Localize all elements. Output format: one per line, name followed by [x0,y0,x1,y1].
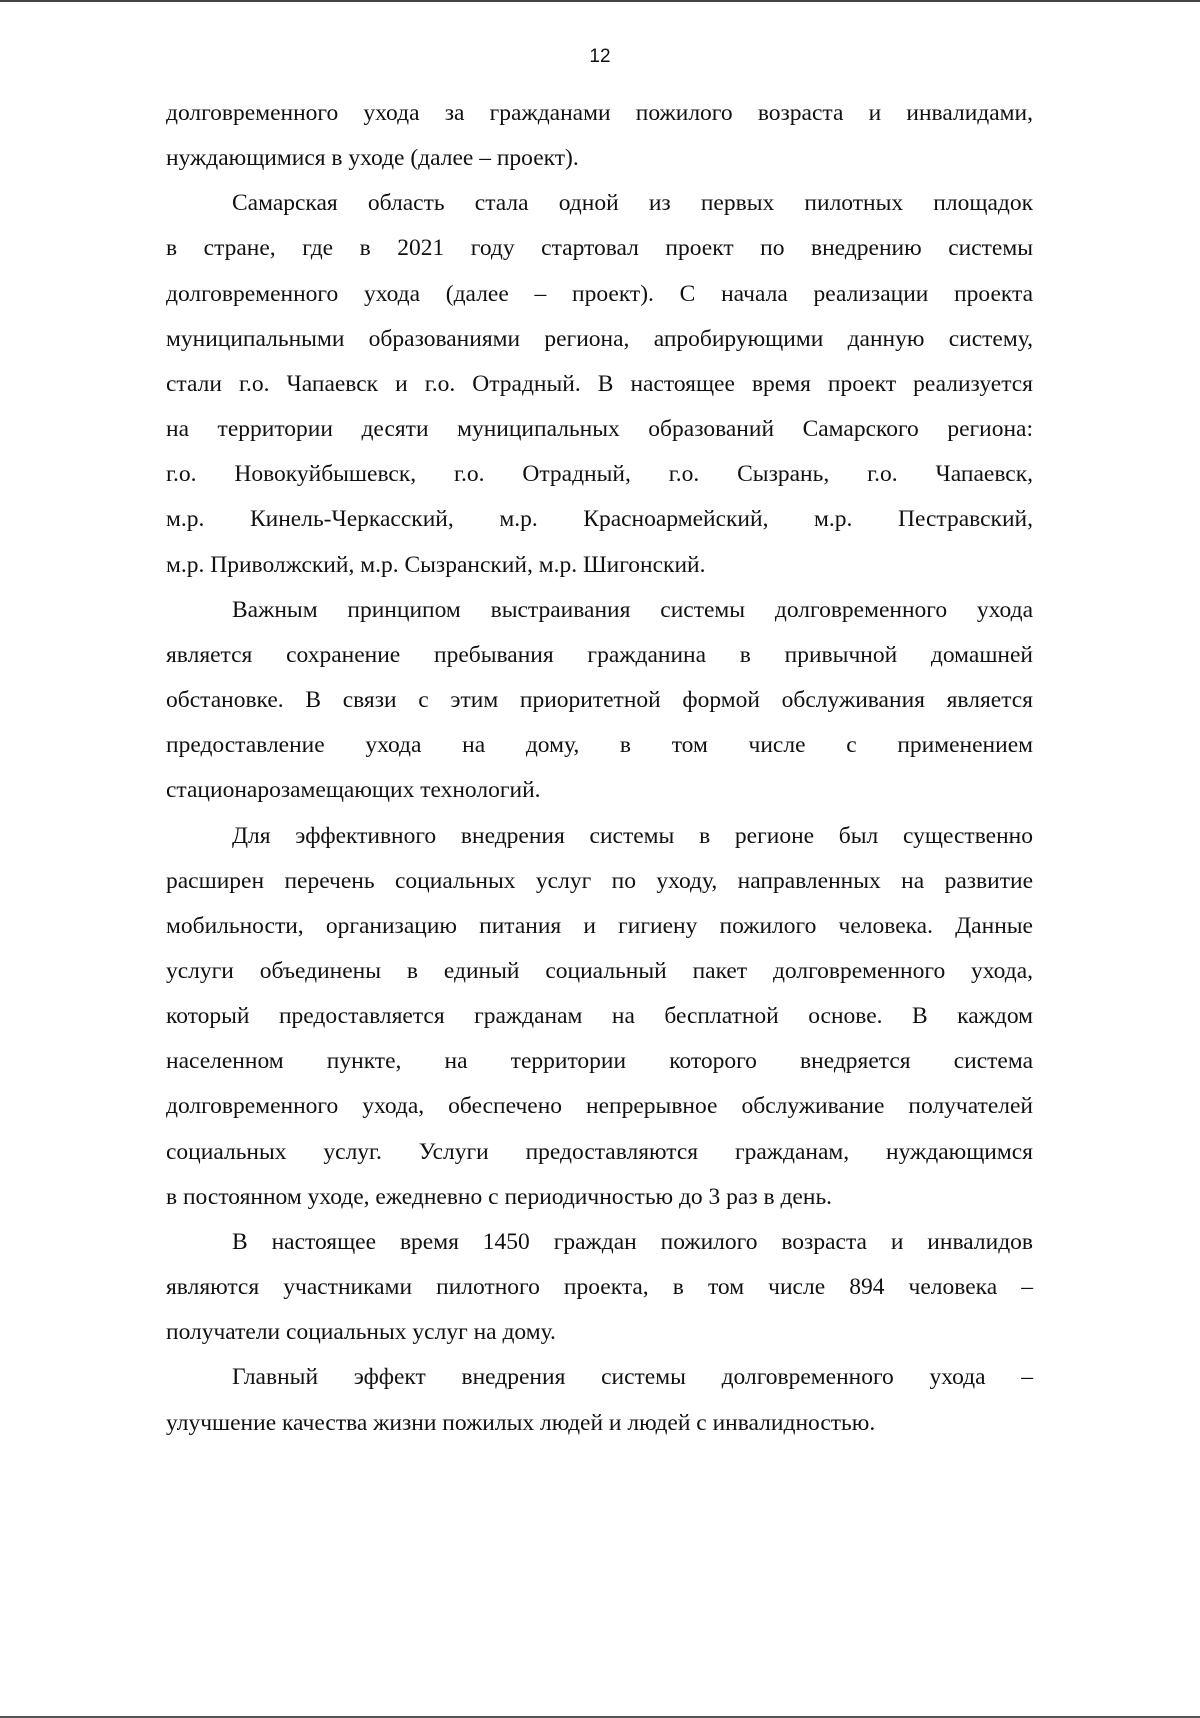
paragraph [166,1355,1033,1445]
text-line: услуги объединены в единый социальный пакет долговременного ухода, [166,957,1033,984]
text-line: получатели социальных услуг на дому. [166,1319,556,1346]
text-line: долговременного ухода (далее – проект). С начала реализации проекта [166,280,1033,307]
text-line: являются участниками пилотного проекта, в том числе 894 человека – [166,1274,1033,1301]
paragraph [166,91,1033,181]
paragraph [166,1220,1033,1355]
text-line: нуждающимися в уходе (далее – проект). [166,145,579,172]
text-line: в стране, где в 2021 году стартовал проект по внедрению системы [166,235,1033,262]
text-line: на территории десяти муниципальных образований Самарского региона: [166,416,1033,443]
page-number: 12 [589,46,611,67]
text-line: который предоставляется гражданам на бесплатной основе. В каждом [166,1003,1033,1030]
text-line: Важным принципом выстраивания системы долговременного ухода [232,596,1033,623]
text-line: стали г.о. Чапаевск и г.о. Отрадный. В настоящее время проект реализуется [166,370,1033,397]
text-line: стационарозамещающих технологий. [166,777,541,804]
text-line: муниципальными образованиями региона, апробирующими данную систему, [166,325,1033,352]
text-line: улучшение качества жизни пожилых людей и людей с инвалидностью. [166,1409,876,1436]
text-line: В настоящее время 1450 граждан пожилого возраста и инвалидов [232,1228,1033,1255]
text-line: мобильности, организацию питания и гигиену пожилого человека. Данные [166,912,1033,939]
text-line: расширен перечень социальных услуг по уходу, направленных на развитие [166,867,1033,894]
text-line: Самарская область стала одной из первых пилотных площадок [232,190,1033,217]
text-line: г.о. Новокуйбышевск, г.о. Отрадный, г.о. Сызрань, г.о. Чапаевск, [166,461,1033,488]
text-line: долговременного ухода, обеспечено непрерывное обслуживание получателей [166,1093,1033,1120]
text-line: в постоянном уходе, ежедневно с периодичностью до 3 раз в день. [166,1183,833,1210]
paragraph [166,814,1033,1220]
text-line: м.р. Кинель-Черкасский, м.р. Красноармейский, м.р. Пестравский, [166,506,1033,533]
text-line: долговременного ухода за гражданами пожилого возраста и инвалидами, [166,100,1033,126]
text-line: предоставление ухода на дому, в том числе с применением [166,732,1033,759]
text-line: м.р. Приволжский, м.р. Сызранский, м.р. Шигонский. [166,551,706,578]
text-line: является сохранение пребывания гражданина в привычной домашней [166,641,1033,668]
text-line: населенном пункте, на территории которого внедряется система [166,1048,1033,1075]
text-line: Главный эффект внедрения системы долговременного ухода – [232,1364,1033,1391]
paragraph [166,181,1033,587]
scan-top-edge [0,0,1200,2]
paragraph [166,588,1033,814]
text-line: социальных услуг. Услуги предоставляются гражданам, нуждающимся [166,1138,1033,1165]
text-line: Для эффективного внедрения системы в регионе был существенно [232,822,1033,849]
document-body [166,91,1033,1446]
text-line: обстановке. В связи с этим приоритетной формой обслуживания является [166,687,1033,714]
